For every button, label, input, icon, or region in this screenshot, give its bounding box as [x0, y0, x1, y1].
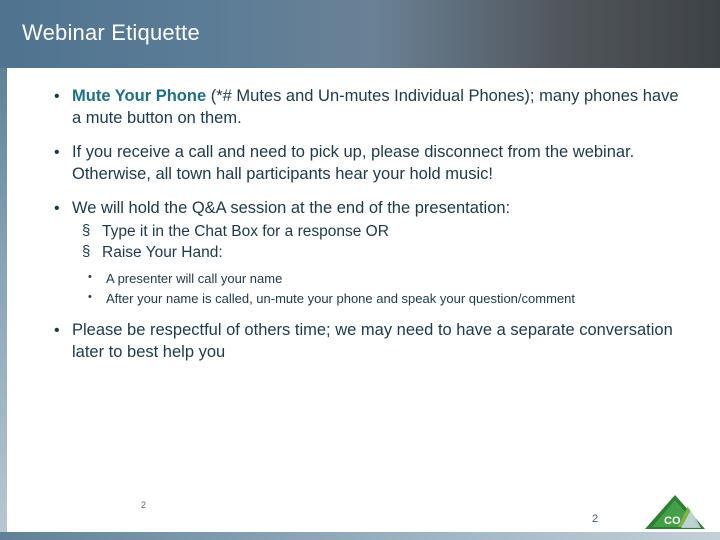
sub-bullet-text: Type it in the Chat Box for a response OR [102, 222, 389, 240]
page-number-small: 2 [141, 500, 147, 510]
section-marker-icon: § [82, 221, 91, 239]
bullet-marker-icon: • [54, 321, 60, 339]
title-banner [0, 0, 720, 68]
bullet-lead-text: Mute Your Phone [72, 87, 207, 105]
list-item [72, 290, 680, 308]
list-item [40, 198, 680, 308]
sub-bullet-text: Raise Your Hand: [102, 243, 223, 261]
page-title: Webinar Etiquette [22, 20, 200, 45]
company-logo [644, 494, 706, 530]
bottom-accent-bar [0, 532, 720, 540]
bullet-marker-icon: • [54, 199, 60, 217]
slide-body [40, 86, 680, 376]
sub-bullet-list [72, 222, 680, 264]
bullet-text: Please be respectful of others time; we may need to have a separate conversation later to best help you [72, 320, 673, 361]
list-item [72, 243, 680, 264]
bullet-marker-icon: • [54, 88, 60, 105]
sub-sub-bullet-text: After your name is called, un-mute your phone and speak your question/comment [106, 291, 575, 307]
bullet-text: (*# Mutes and Un-mutes Individual Phones); many phones have a mute button on them. [72, 87, 679, 127]
bullet-marker-icon: • [88, 270, 92, 283]
bullet-text: We will hold the Q&A session at the end of the presentation: [72, 198, 511, 217]
page-number: 2 [592, 513, 599, 525]
list-item [40, 86, 680, 130]
sub-sub-bullet-list [72, 270, 680, 308]
list-item [40, 142, 680, 186]
list-item [72, 222, 680, 243]
bullet-text: If you receive a call and need to pick up, please disconnect from the webinar. Otherwise, all town hall participants hear your hold music! [72, 142, 635, 183]
bullet-list [40, 86, 680, 364]
sub-sub-bullet-text: A presenter will call your name [106, 270, 283, 286]
svg-text:CO: CO [664, 515, 681, 527]
section-marker-icon: § [82, 242, 91, 260]
left-accent-bar [0, 68, 7, 540]
bullet-marker-icon: • [54, 143, 60, 161]
svg-text:THE: THE [687, 505, 697, 511]
list-item [72, 270, 680, 288]
list-item [40, 320, 680, 364]
bullet-marker-icon: • [88, 291, 92, 304]
